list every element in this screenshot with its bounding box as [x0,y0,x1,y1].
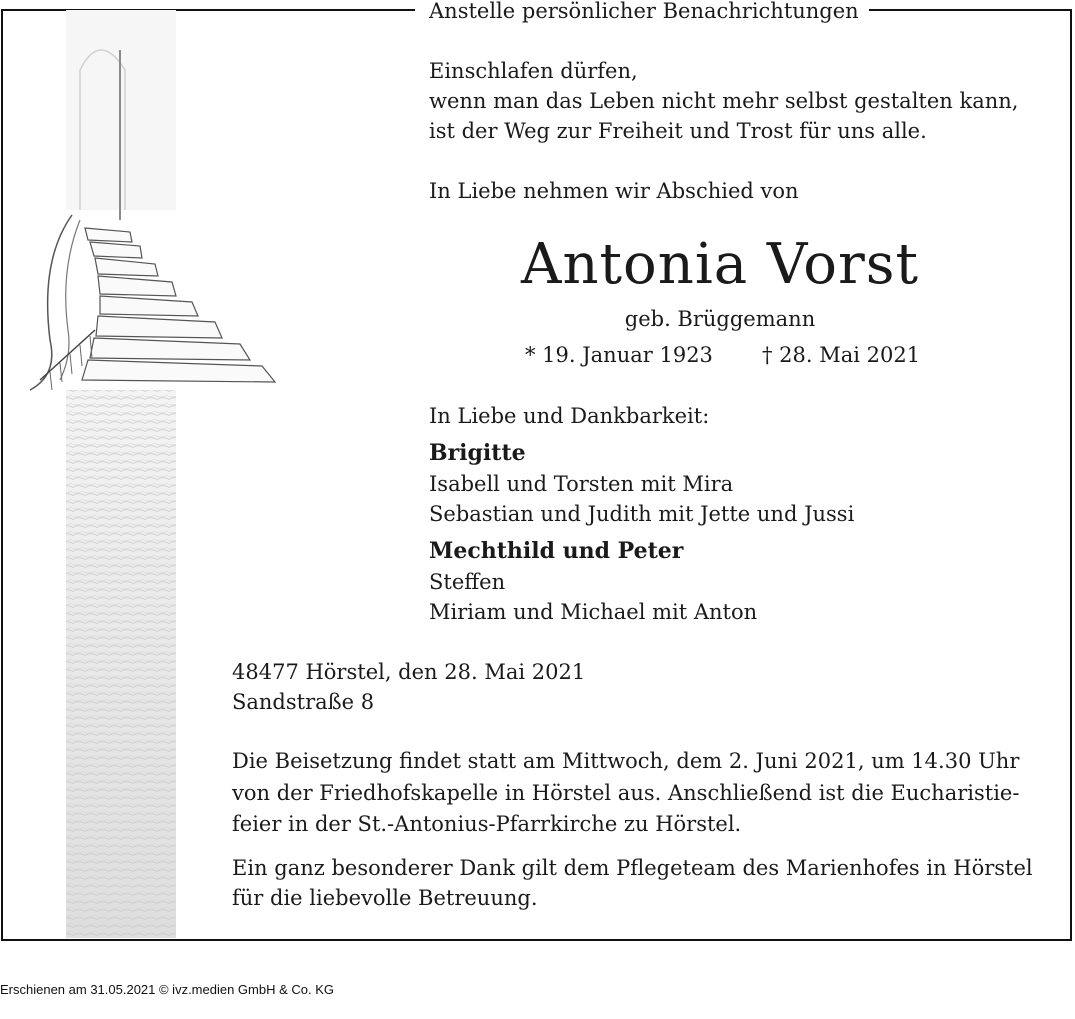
mourner-name: Brigitte [429,440,526,466]
deceased-name: Antonia Vorst [521,232,919,297]
poem-line-1: Einschlafen dürfen, [429,59,638,83]
death-date: † 28. Mai 2021 [762,343,921,367]
poem-line-3: ist der Weg zur Freiheit und Trost für uns alle. [429,119,927,143]
thanks-line: für die liebevolle Betreuung. [232,886,538,910]
mourner-line: Sebastian und Judith mit Jette und Jussi [429,502,855,526]
farewell-intro: In Liebe nehmen wir Abschied von [429,179,799,203]
publication-footer: Erschienen am 31.05.2021 © ivz.medien GmbH & Co. KG [0,982,335,997]
funeral-line: Die Beisetzung findet statt am Mittwoch, dem 2. Juni 2021, um 14.30 Uhr [232,749,1020,773]
address-line: Sandstraße 8 [232,690,375,714]
mourner-line: Miriam und Michael mit Anton [429,600,758,624]
thanks-line: Ein ganz besonderer Dank gilt dem Pflegeteam des Marienhofes in Hörstel [232,856,1033,880]
gratitude-line: In Liebe und Dankbarkeit: [429,404,710,428]
header-caption: Anstelle persönlicher Benachrichtungen [429,0,859,23]
birth-date: * 19. Januar 1923 [525,343,713,367]
funeral-line: von der Friedhofskapelle in Hörstel aus. Anschließend ist die Eucharistie- [232,781,1020,805]
mourner-line: Isabell und Torsten mit Mira [429,472,734,496]
address-line: 48477 Hörstel, den 28. Mai 2021 [232,660,586,684]
mourner-line: Steffen [429,570,506,594]
mourner-name: Mechthild und Peter [429,538,684,564]
funeral-line: feier in der St.-Antonius-Pfarrkirche zu Hörstel. [232,812,742,836]
birth-name: geb. Brüggemann [624,307,816,331]
poem-line-2: wenn man das Leben nicht mehr selbst gestalten kann, [429,89,1019,113]
